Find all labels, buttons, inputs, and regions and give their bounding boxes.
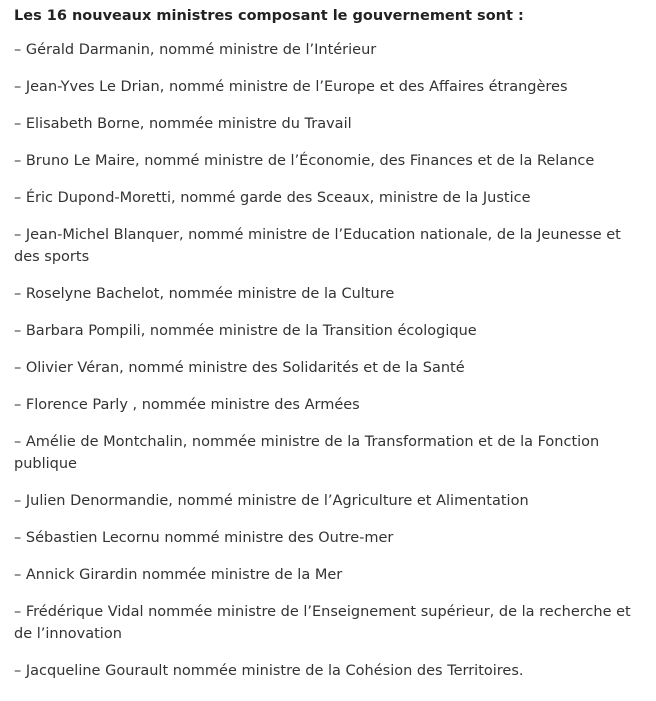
minister-list <box>14 39 644 682</box>
minister-item: – Elisabeth Borne, nommée ministre du Travail <box>14 116 352 132</box>
minister-item: – Jean-Yves Le Drian, nommé ministre de l’Europe et des Affaires étrangères <box>14 79 568 95</box>
minister-item: – Annick Girardin nommée ministre de la Mer <box>14 567 343 583</box>
article-heading: Les 16 nouveaux ministres composant le gouvernement sont : <box>14 8 524 24</box>
minister-item: – Gérald Darmanin, nommé ministre de l’Intérieur <box>14 42 377 58</box>
minister-item: – Sébastien Lecornu nommé ministre des Outre-mer <box>14 530 394 546</box>
minister-item: – Florence Parly , nommée ministre des Armées <box>14 397 360 413</box>
minister-item: – Jean-Michel Blanquer, nommé ministre de l’Education nationale, de la Jeunesse et des sports <box>14 227 621 265</box>
minister-item: – Éric Dupond-Moretti, nommé garde des Sceaux, ministre de la Justice <box>14 190 531 206</box>
minister-item: – Roselyne Bachelot, nommée ministre de la Culture <box>14 286 395 302</box>
minister-item: – Barbara Pompili, nommée ministre de la Transition écologique <box>14 323 477 339</box>
article-body <box>14 6 644 697</box>
minister-item: – Amélie de Montchalin, nommée ministre de la Transformation et de la Fonction publique <box>14 434 600 472</box>
minister-item: – Jacqueline Gourault nommée ministre de la Cohésion des Territoires. <box>14 663 524 679</box>
minister-item: – Frédérique Vidal nommée ministre de l’Enseignement supérieur, de la recherche et de l’innovation <box>14 604 631 642</box>
minister-item: – Julien Denormandie, nommé ministre de l’Agriculture et Alimentation <box>14 493 529 509</box>
minister-item: – Bruno Le Maire, nommé ministre de l’Économie, des Finances et de la Relance <box>14 153 595 169</box>
minister-item: – Olivier Véran, nommé ministre des Solidarités et de la Santé <box>14 360 465 376</box>
